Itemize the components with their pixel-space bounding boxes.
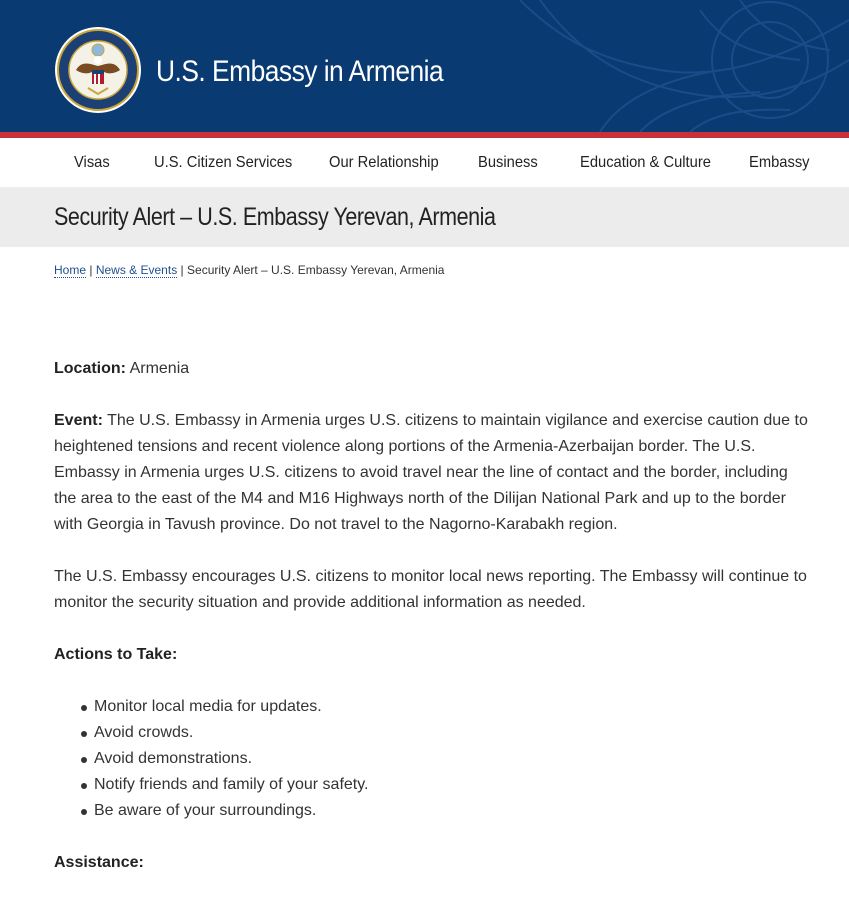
breadcrumb-home-link[interactable]: Home <box>54 263 87 277</box>
actions-list <box>54 694 814 824</box>
list-item: Be aware of your surroundings. <box>94 798 814 824</box>
location-value: Armenia <box>129 360 190 377</box>
nav-item-education-culture[interactable]: Education & Culture <box>580 154 711 171</box>
assistance-heading: Assistance: <box>54 854 144 871</box>
nav-item-visas[interactable]: Visas <box>74 154 110 171</box>
nav-item-citizen-services[interactable]: U.S. Citizen Services <box>154 154 293 171</box>
nav-item-business[interactable]: Business <box>478 154 538 171</box>
list-item: Notify friends and family of your safety. <box>94 772 814 798</box>
event-paragraph <box>54 408 814 538</box>
monitor-paragraph: The U.S. Embassy encourages U.S. citizens to monitor local news reporting. The Embassy will continue to monitor the security situation and provide additional information as needed. <box>54 568 807 611</box>
site-title[interactable]: U.S. Embassy in Armenia <box>156 55 444 88</box>
page-title-band <box>0 187 849 247</box>
actions-heading: Actions to Take: <box>54 646 178 663</box>
list-item: Avoid demonstrations. <box>94 746 814 772</box>
list-item: Monitor local media for updates. <box>94 694 814 720</box>
breadcrumb-separator: | <box>180 263 184 277</box>
breadcrumb <box>54 263 444 277</box>
breadcrumb-news-link[interactable]: News & Events <box>95 263 178 277</box>
nav-item-our-relationship[interactable]: Our Relationship <box>329 154 439 171</box>
location-label: Location: <box>54 360 126 377</box>
nav-item-embassy[interactable]: Embassy <box>749 154 810 171</box>
event-text: The U.S. Embassy in Armenia urges U.S. citizens to maintain vigilance and exercise caution due to heightened tensions and recent violence along portions of the Armenia-Azerbaijan border. The U.S. Embassy in Armenia urges U.S. citizens to avoid travel near the line of contact and the border, including the area to the east of the M4 and M16 Highways north of the Dilijan National Park and up to the border with Georgia in Tavush province. Do not travel to the Nagorno-Karabakh region. <box>54 412 808 533</box>
department-of-state-seal-logo[interactable] <box>54 26 142 114</box>
main-navigation <box>0 138 849 187</box>
location-paragraph <box>54 356 814 382</box>
page-title: Security Alert – U.S. Embassy Yerevan, Armenia <box>54 203 496 231</box>
breadcrumb-current: Security Alert – U.S. Embassy Yerevan, Armenia <box>187 263 445 277</box>
breadcrumb-separator: | <box>89 263 93 277</box>
event-label: Event: <box>54 412 103 429</box>
article-body <box>54 356 814 902</box>
site-header <box>0 0 849 132</box>
list-item: Avoid crowds. <box>94 720 814 746</box>
